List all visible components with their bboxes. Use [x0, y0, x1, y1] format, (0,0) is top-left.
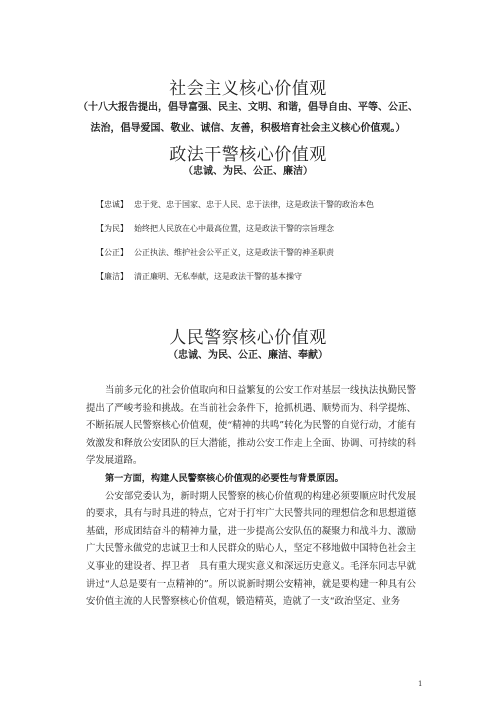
value-tag: 【公正】 [96, 248, 128, 257]
value-tag: 【忠诚】 [96, 200, 128, 209]
section1-subtitle [50, 97, 446, 139]
value-item-justice [96, 247, 334, 258]
body-paragraph: 公安部党委认为，新时期人民警察的核心价值观的构建必须要顺应时代发展的要求，具有与时具进的特点，它对于打牢广大民警共同的理想信念和思想道德基础，形成团结奋斗的精神力量，进一步提高公安队伍的凝聚力和战斗力、激励广大民警永做党的忠诚卫士和人民群众的贴心人，坚定不移地做中国特色社会主义事业的建设者、捍卫者 具有重大现实意义和深远历史意义。毛泽东同志早就讲过“人总是要有一点精神的”。所以说新时期公安精神，就是要构建一种具有公安价值主流的人民警察核心价值观，锻造精英，造就了一支“政治坚定、业务 [86, 490, 416, 608]
page-number: 1 [418, 680, 423, 688]
body-paragraph: 当前多元化的社会价值取向和日益繁复的公安工作对基层一线执法执勤民警提出了严峻考验和挑战。在当前社会条件下，抢抓机遇、顺势而为、科学提炼、不断拓展人民警察核心价值观，使“精神的共鸣”转化为民警的自觉行动，才能有效激发和释放公安团队的巨大潜能，推动公安工作走上全面、协调、可持续的科学发展道路。 [86, 385, 416, 467]
value-text: 公正执法、维护社会公平正义，这是政法干警的神圣职责 [134, 248, 334, 257]
value-item-loyalty [96, 199, 374, 210]
section1-subtitle-line1: （十八大报告提出，倡导富强、民主、文明、和谐，倡导自由、平等、公正、 [78, 102, 418, 113]
section1-title: 社会主义核心价值观 [169, 79, 327, 99]
value-text: 忠于党、忠于国家、忠于人民、忠于法律，这是政法干警的政治本色 [134, 200, 374, 209]
value-text: 始终把人民放在心中最高位置，这是政法干警的宗旨理念 [134, 224, 334, 233]
section3-subtitle: （忠诚、为民、公正、廉洁、奉献） [168, 350, 328, 361]
section3-title: 人民警察核心价值观 [169, 328, 327, 348]
value-tag: 【为民】 [96, 224, 128, 233]
body-heading: 第一方面，构建人民警察核心价值观的必要性与背景原因。 [105, 472, 344, 484]
value-item-integrity [96, 271, 302, 282]
value-tag: 【廉洁】 [96, 272, 128, 281]
value-item-people [96, 223, 334, 234]
section2-subtitle: （忠诚、为民、公正、廉洁） [183, 166, 313, 177]
value-text: 清正廉明、无私奉献，这是政法干警的基本操守 [134, 272, 302, 281]
section2-title: 政法干警核心价值观 [169, 145, 327, 165]
section1-subtitle-line2: 法治，倡导爱国、敬业、诚信、友善，积极培育社会主义核心价值观。） [90, 123, 406, 134]
section3-body [86, 382, 416, 611]
